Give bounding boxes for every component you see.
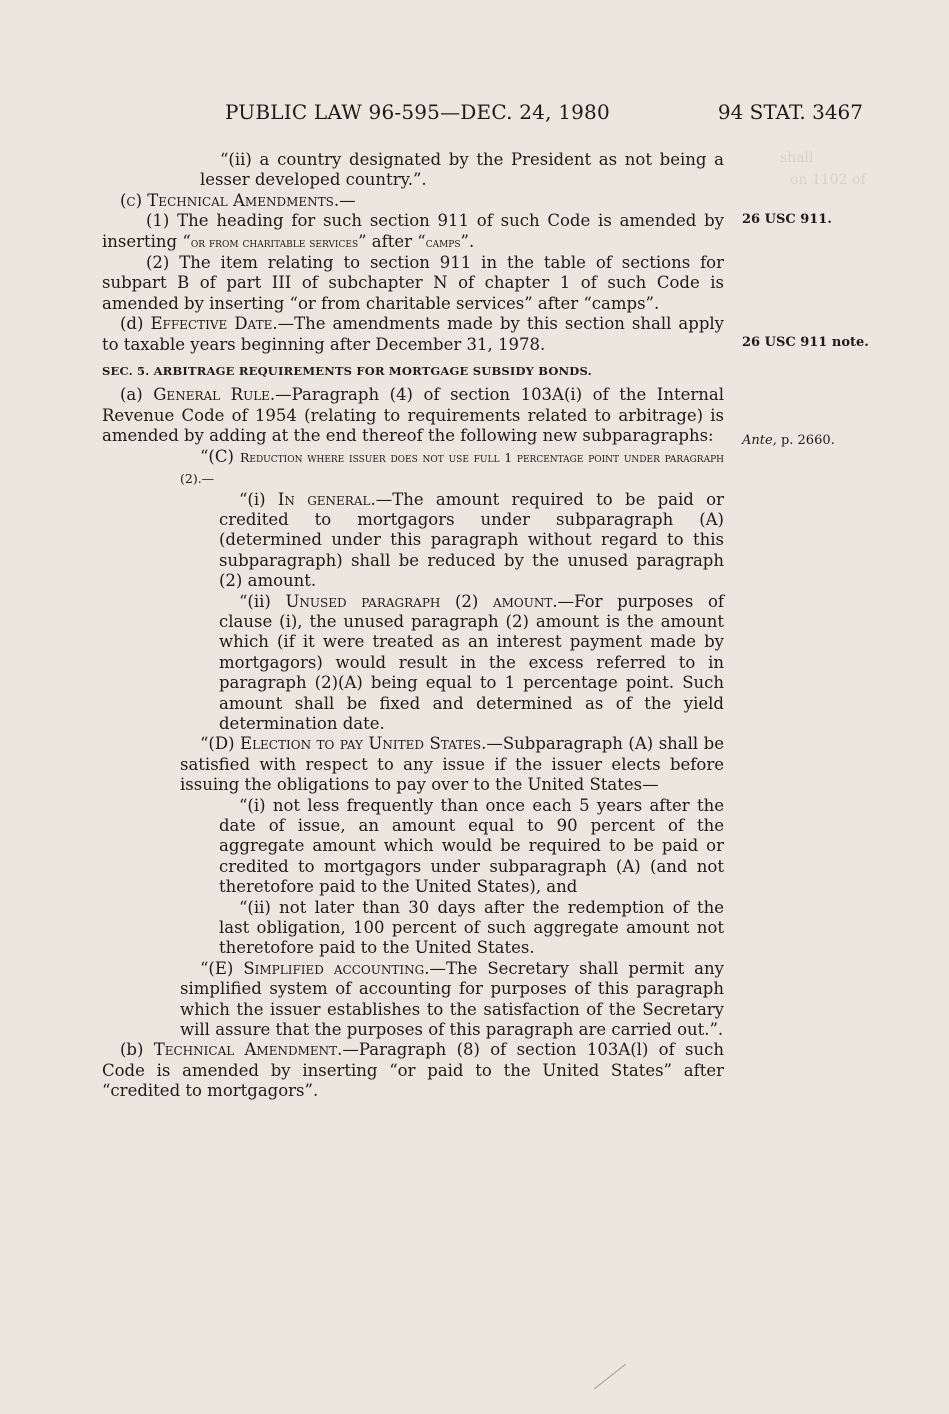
C-heading: Reduction where issuer does not use full 1 percentage point under paragraph (2).— xyxy=(180,449,724,487)
a-label: (a) xyxy=(120,385,154,405)
Cii-heading: Unused paragraph (2) amount xyxy=(285,591,553,611)
Cii-text: .—For purposes of clause (i), the unused paragraph (2) amount is the amount which (if it were treated as an interest payment made by mortgagors) would result in the excess referred to in paragraph (2)(A) being equal to 1 percentage point. Such amount shall be fixed and determined as of the yield determination date. xyxy=(219,591,724,733)
pen-mark xyxy=(594,1364,626,1389)
c1-text: (1) The heading for such section 911 of such Code is amended by inserting “ xyxy=(102,211,724,251)
c1-small-caps: or from charitable services xyxy=(190,234,359,250)
subsection-b xyxy=(102,1040,724,1101)
margin-note-usc-911-note: 26 USC 911 note. xyxy=(742,335,869,350)
d-text: .—The amendments made by this section shall apply to taxable years beginning after December 31, 1978. xyxy=(102,314,724,354)
margin-note-ante xyxy=(742,433,835,448)
section-5-heading: SEC. 5. ARBITRAGE REQUIREMENTS FOR MORTGAGE SUBSIDY BONDS. xyxy=(102,364,592,379)
ante-word: Ante, xyxy=(742,433,777,448)
page-header-title: PUBLIC LAW 96-595—DEC. 24, 1980 xyxy=(225,100,610,124)
bleed-through-text: on 1102 of xyxy=(790,172,866,188)
b-label: (b) xyxy=(120,1040,154,1060)
C-label: “(C) xyxy=(200,446,240,466)
D-label: “(D) xyxy=(200,734,241,754)
d-label: (d) xyxy=(120,314,151,334)
clause-D-ii: “(ii) not later than 30 days after the redemption of the last obligation, 100 percent of such aggregate amount not theretofore paid to the United States. xyxy=(219,897,724,958)
E-text: .—The Secretary shall permit any simplified system of accounting for purposes of this paragraph which the issuer establishes to the satisfaction of the Secretary will assure that the purposes of this paragraph are carried out.”. xyxy=(180,958,724,1040)
c1-after: ” after “ xyxy=(358,231,426,251)
document-body xyxy=(102,150,724,1102)
subsection-d xyxy=(102,314,724,355)
Cii-label: “(ii) xyxy=(239,591,286,611)
D-text: .—Subparagraph (A) shall be satisfied with respect to any issue if the issuer elects before issuing the obligations to pay over to the United States— xyxy=(180,734,724,795)
clause-ii-country: “(ii) a country designated by the President as not being a lesser developed country.”. xyxy=(200,150,724,190)
E-label: “(E) xyxy=(200,958,244,978)
paragraph-c1 xyxy=(102,211,724,253)
clause-C-ii xyxy=(102,592,724,735)
subsection-c-heading xyxy=(102,191,724,211)
subsection-a xyxy=(102,385,724,446)
margin-note-usc-911: 26 USC 911. xyxy=(742,212,832,227)
d-heading: Effective Date xyxy=(150,314,273,334)
Ci-text: .—The amount required to be paid or credited to mortgagors under subparagraph (A) (determined under this paragraph without regard to this subparagraph) shall be reduced by the unused paragraph (2) amount. xyxy=(219,489,724,591)
E-heading: Simplified accounting xyxy=(243,958,425,978)
page-header-stat: 94 STAT. 3467 xyxy=(717,100,863,124)
bleed-through-text: shall xyxy=(780,150,814,166)
c-heading: (c) Technical Amendments.— xyxy=(120,190,356,210)
c1-camps: camps xyxy=(425,234,461,250)
a-text: .—Paragraph (4) of section 103A(i) of the Internal Revenue Code of 1954 (relating to requirements related to arbitrage) is amended by adding at the end thereof the following new subparagraphs: xyxy=(102,385,724,446)
clause-C-i xyxy=(102,490,724,592)
Ci-label: “(i) xyxy=(239,489,278,509)
a-heading: General Rule xyxy=(153,385,270,405)
clause-D-i: “(i) not less frequently than once each 5 years after the date of issue, an amount equal to 90 percent of the aggregate amount which would be required to be paid or credited to mortgagors under subparagraph (A) (and not theretofore paid to the United States), and xyxy=(219,795,724,897)
b-heading: Technical Amendment xyxy=(153,1040,338,1060)
subparagraph-E xyxy=(102,959,724,1041)
c1-end: ”. xyxy=(460,231,475,251)
subparagraph-D xyxy=(102,734,724,795)
ante-page: p. 2660. xyxy=(780,433,835,448)
b-text: .—Paragraph (8) of section 103A(l) of such Code is amended by inserting “or paid to the United States” after “credited to mortgagors”. xyxy=(102,1040,724,1101)
paragraph-c2: (2) The item relating to section 911 in the table of sections for subpart B of part III of subchapter N of chapter 1 of such Code is amended by inserting “or from charitable services” after “camps”. xyxy=(102,253,724,313)
Ci-heading: In general xyxy=(277,489,371,509)
D-heading: Election to pay United States xyxy=(240,734,482,754)
subparagraph-C-heading xyxy=(102,447,724,490)
